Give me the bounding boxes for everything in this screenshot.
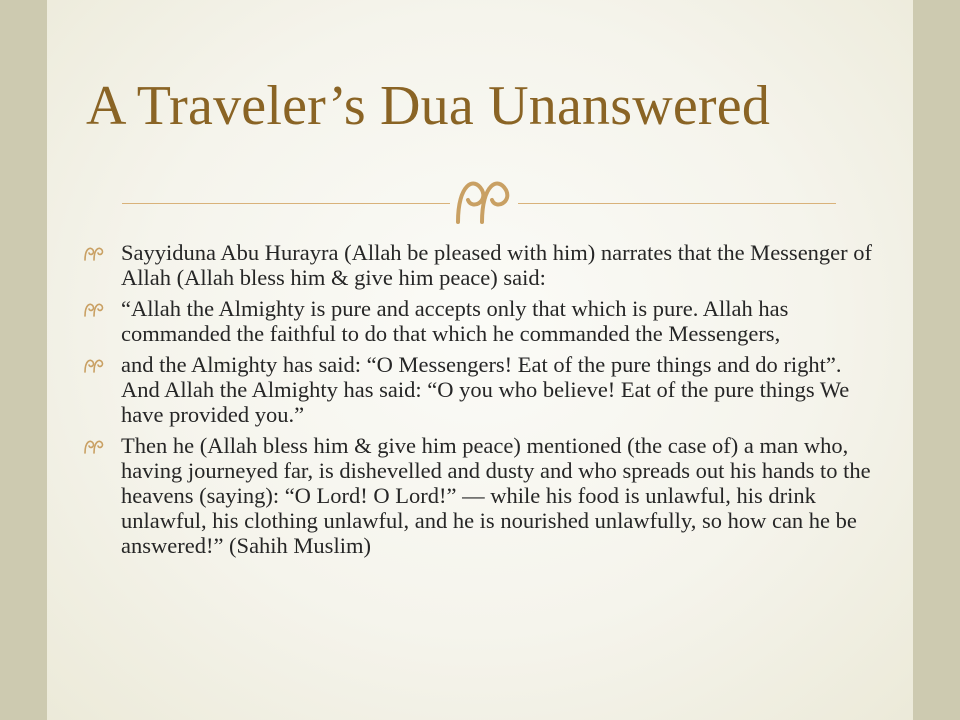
list-item <box>83 296 883 346</box>
bullet-text: “Allah the Almighty is pure and accepts only that which is pure. Allah has commanded the faithful to do that which he commanded the Messengers, <box>121 296 789 346</box>
bullet-text: Sayyiduna Abu Hurayra (Allah be pleased with him) narrates that the Messenger of Allah (Allah bless him & give him peace) said: <box>121 240 873 290</box>
bullet-text: and the Almighty has said: “O Messengers! Eat of the pure things and do right”. And Allah the Almighty has said: “O you who believe! Eat of the pure things We have provided you.” <box>121 352 850 427</box>
bullet-text: Then he (Allah bless him & give him peace) mentioned (the case of) a man who, having journeyed far, is dishevelled and dusty and who spreads out his hands to the heavens (saying): “O Lord! O Lord!” — while his food is unlawful, his drink unlawful, his clothing unlawful, and he is nourished unlawfully, so how can he be answered!” (Sahih Muslim) <box>121 433 871 558</box>
list-item <box>83 433 883 558</box>
title-divider-right <box>518 203 836 204</box>
bullet-list <box>83 240 883 564</box>
double-scroll-bullet-icon <box>83 438 107 455</box>
double-scroll-ornament-icon <box>452 172 516 228</box>
list-item <box>83 240 883 290</box>
list-item <box>83 352 883 427</box>
double-scroll-bullet-icon <box>83 301 107 318</box>
title-divider-left <box>122 203 450 204</box>
slide-title: A Traveler’s Dua Unanswered <box>86 75 771 137</box>
double-scroll-bullet-icon <box>83 245 107 262</box>
double-scroll-bullet-icon <box>83 357 107 374</box>
